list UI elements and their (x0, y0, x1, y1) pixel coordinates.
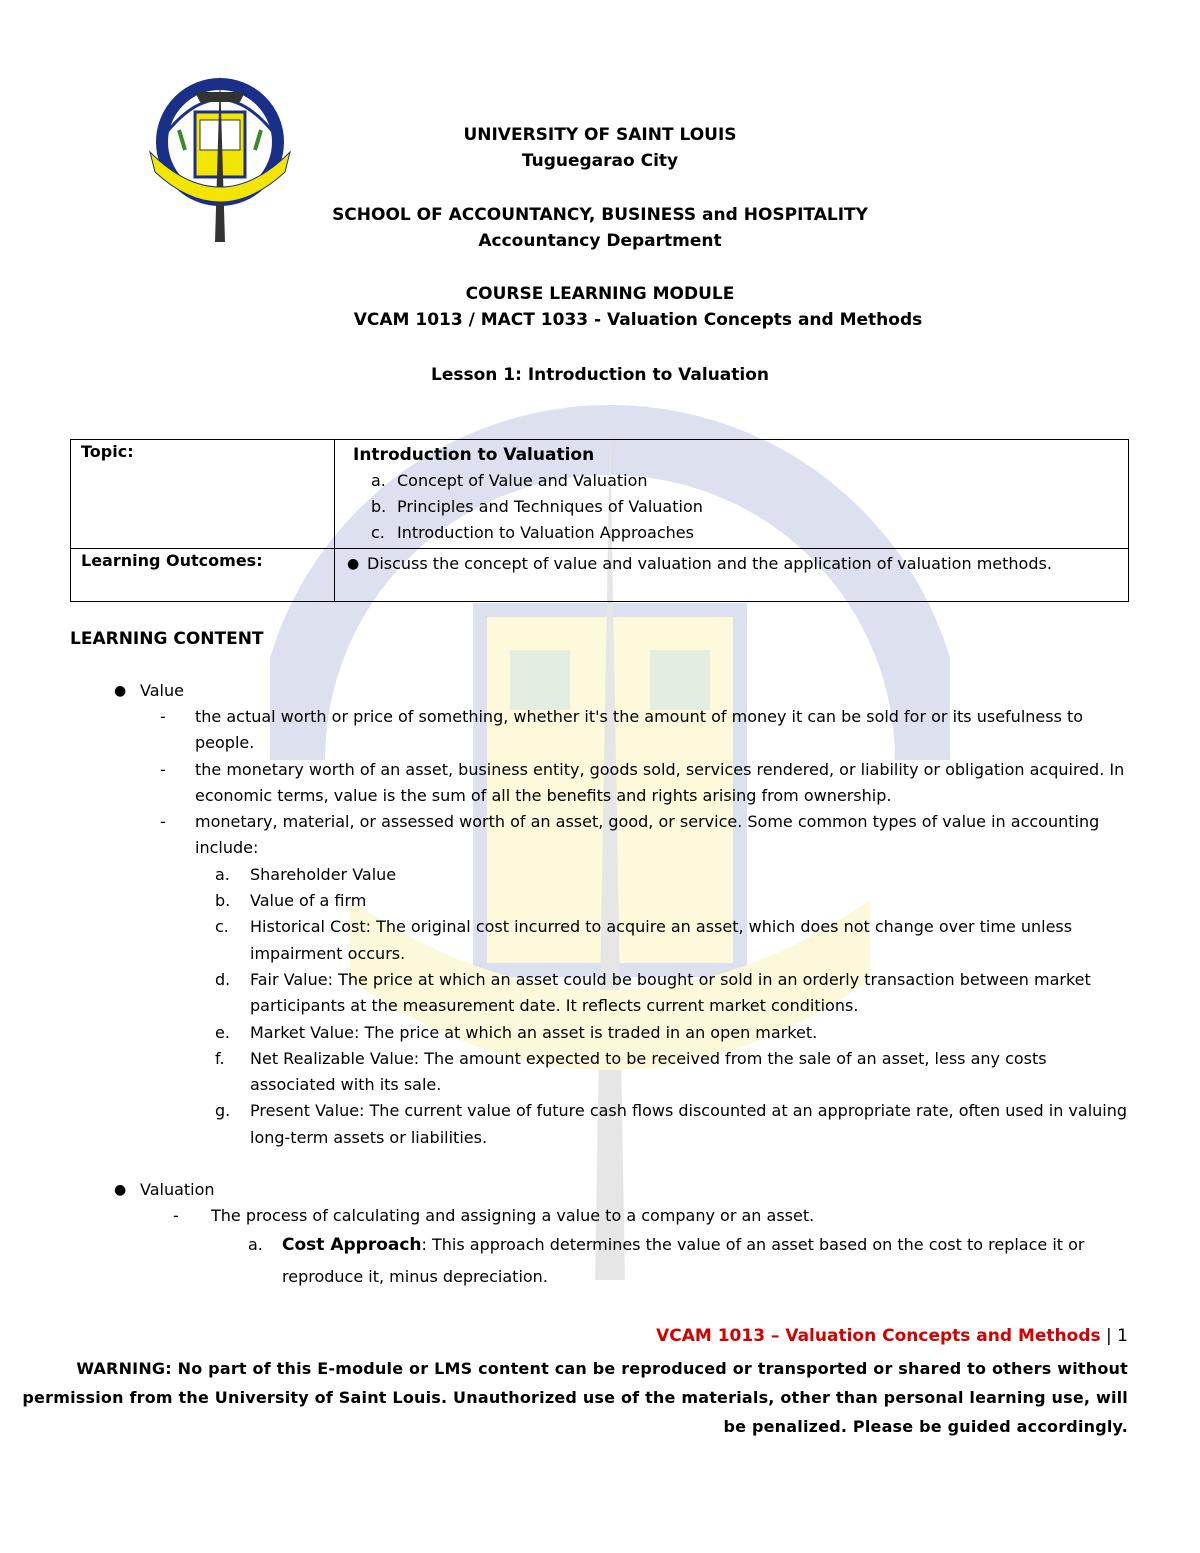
item-text: Shareholder Value (250, 864, 397, 884)
dash-item (70, 704, 1130, 757)
item-marker: a. (248, 1235, 263, 1255)
footer-course-title (0, 1326, 1128, 1346)
section-title: LEARNING CONTENT (70, 629, 264, 649)
dash-marker: - (160, 759, 166, 779)
module-title: COURSE LEARNING MODULE (465, 284, 735, 304)
topic-item (345, 520, 1118, 546)
header-university (0, 122, 1200, 174)
topic-item (345, 494, 1118, 520)
item-marker: f. (215, 1048, 225, 1068)
topic-list (345, 468, 1118, 546)
dash-text: the actual worth or price of something, whether it's the amount of money it can be sold for or its usefulness to people. (195, 707, 1084, 753)
item-marker: a. (215, 864, 230, 884)
bullet-label: Valuation (140, 1180, 215, 1200)
bullet-icon: ● (114, 1182, 127, 1199)
outcomes-label: Learning Outcomes: (71, 549, 335, 602)
dash-marker: - (160, 812, 166, 832)
item-marker: e. (215, 1022, 230, 1042)
value-type-item (70, 967, 1130, 1020)
item-marker: d. (215, 969, 231, 989)
item-marker: b. (215, 891, 231, 911)
header-module (0, 281, 1200, 333)
topic-item (345, 468, 1118, 494)
item-text: Historical Cost: The original cost incurred to acquire an asset, which does not change over time unless impairment occurs. (250, 917, 1073, 963)
dash-text: the monetary worth of an asset, business entity, goods sold, services rendered, or liability or obligation acquired. In economic terms, value is the sum of all the benefits and rights arising from ownership. (195, 759, 1125, 805)
item-text: Present Value: The current value of future cash flows discounted at an appropriate rate, often used in valuing long-term assets or liabilities. (250, 1101, 1128, 1147)
approach-item (70, 1229, 1130, 1292)
outcomes-row (71, 549, 1129, 602)
item-text: Market Value: The price at which an asset is traded in an open market. (250, 1022, 818, 1042)
topic-title: Introduction to Valuation (353, 445, 595, 465)
dash-text: monetary, material, or assessed worth of an asset, good, or service. Some common types of value in accounting include: (195, 812, 1100, 858)
item-text: Net Realizable Value: The amount expected to be received from the sale of an asset, less any costs associated with its sale. (250, 1048, 1047, 1095)
dash-item (70, 757, 1130, 810)
bullet-label: Value (140, 681, 184, 700)
topic-row (71, 440, 1129, 549)
dash-marker: - (173, 1206, 179, 1226)
department-name: Accountancy Department (478, 231, 722, 251)
value-type-item (70, 1098, 1130, 1151)
outcome-item (345, 551, 1118, 577)
value-type-item (70, 914, 1130, 967)
topic-item-text: Introduction to Valuation Approaches (397, 523, 694, 542)
outcomes-cell (335, 549, 1129, 602)
topic-item-marker: b. (371, 497, 387, 516)
dash-item (70, 1203, 1130, 1229)
topic-label: Topic: (71, 440, 335, 549)
approach-text: : This approach determines the value of an asset based on the cost to replace it or reproduce it, minus depreciation. (282, 1235, 1085, 1287)
value-type-item (70, 1046, 1130, 1099)
value-type-item (70, 1020, 1130, 1046)
topic-table (70, 439, 1129, 602)
footer-separator: | (1100, 1326, 1118, 1346)
value-type-item (70, 888, 1130, 914)
school-name: SCHOOL OF ACCOUNTANCY, BUSINESS and HOSPITALITY (332, 205, 868, 225)
course-title: VCAM 1013 / MACT 1033 - Valuation Concepts and Methods (353, 310, 923, 330)
topic-cell (335, 440, 1129, 549)
item-text: Value of a firm (250, 891, 367, 911)
learning-content (70, 626, 1130, 1292)
outcome-text: Discuss the concept of value and valuation and the application of valuation methods. (367, 554, 1052, 573)
header-school (0, 202, 1200, 254)
page-number: 1 (1117, 1326, 1128, 1346)
bullet-value (70, 678, 1130, 704)
topic-item-marker: a. (371, 471, 386, 490)
approach-term: Cost Approach (282, 1235, 422, 1256)
dash-text: The process of calculating and assigning a value to a company or an asset. (211, 1206, 815, 1226)
topic-item-text: Concept of Value and Valuation (397, 471, 648, 490)
item-text: Fair Value: The price at which an asset could be bought or sold in an orderly transaction between market participants at the measurement date. It reflects current market conditions. (250, 969, 1091, 1016)
city-name: Tuguegarao City (521, 151, 679, 171)
item-marker: g. (215, 1101, 231, 1121)
footer-title-text: VCAM 1013 – Valuation Concepts and Methods (656, 1326, 1101, 1346)
bullet-valuation (70, 1177, 1130, 1203)
warning-notice: WARNING: No part of this E-module or LMS content can be reproduced or transported or shared to others without permission from the University of Saint Louis. Unauthorized use of the materials, other than personal learning use, will be penalized. Please be guided accordingly. (22, 1359, 1128, 1436)
value-type-item (70, 862, 1130, 888)
bullet-icon: ● (114, 683, 127, 699)
item-marker: c. (215, 917, 229, 937)
lesson-title: Lesson 1: Introduction to Valuation (430, 365, 770, 385)
topic-item-marker: c. (371, 523, 385, 542)
dash-marker: - (160, 707, 166, 726)
dash-item (70, 809, 1130, 862)
bullet-icon: ● (347, 556, 360, 572)
university-name: UNIVERSITY OF SAINT LOUIS (463, 125, 737, 145)
topic-item-text: Principles and Techniques of Valuation (397, 497, 703, 516)
